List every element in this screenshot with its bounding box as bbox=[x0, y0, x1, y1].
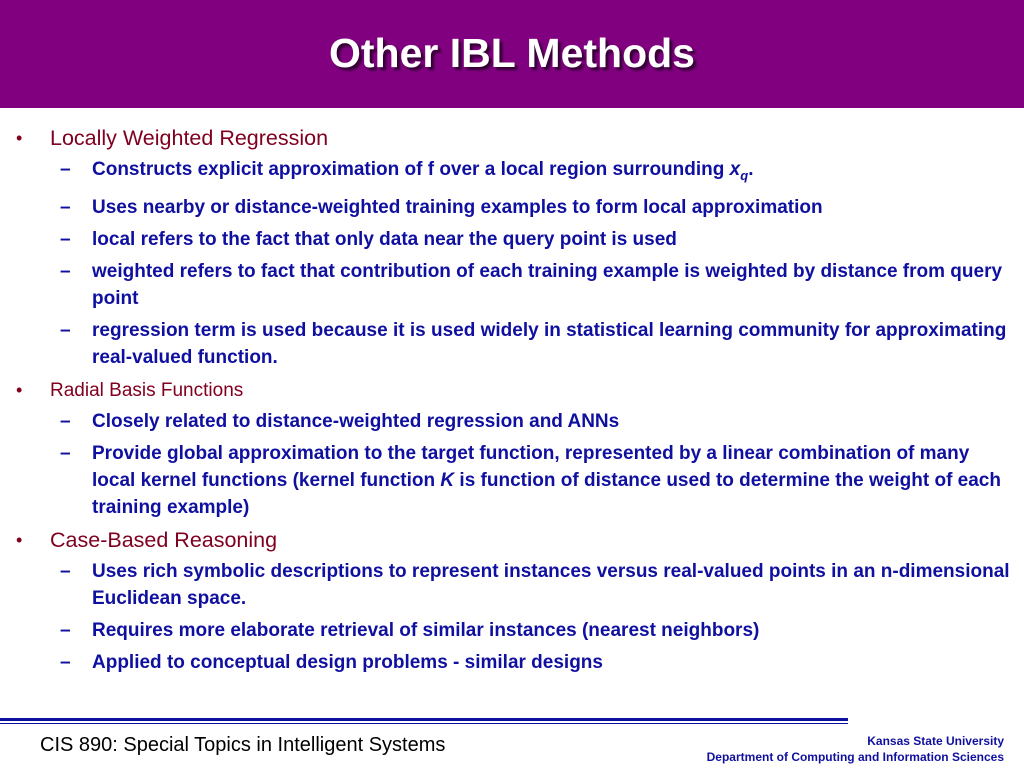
institution-block bbox=[707, 733, 1004, 765]
course-name: CIS 890: Special Topics in Intelligent Systems bbox=[40, 734, 446, 756]
sub-bullet-text: Provide global approximation to the target function, represented by a linear combination of many local kernel functions (kernel function bbox=[92, 442, 970, 491]
sub-bullet-text: Uses nearby or distance-weighted training examples to form local approximation bbox=[92, 196, 823, 218]
title-bar bbox=[0, 0, 1024, 108]
sub-bullet bbox=[0, 558, 1024, 612]
sub-bullet bbox=[0, 408, 1024, 435]
footer-divider-thin bbox=[0, 723, 848, 724]
subscript-q: q bbox=[740, 167, 749, 183]
footer-divider bbox=[0, 718, 848, 721]
sub-bullet-text: weighted refers to fact that contribution of each training example is weighted by distance from query point bbox=[92, 260, 1003, 309]
sub-bullet bbox=[0, 440, 1024, 521]
sub-bullet-text: local refers to the fact that only data near the query point is used bbox=[92, 228, 677, 250]
dash-icon: – bbox=[60, 560, 71, 582]
dash-icon: – bbox=[60, 196, 71, 218]
bullet-case-based-reasoning bbox=[0, 526, 1024, 555]
dash-icon: – bbox=[60, 319, 71, 341]
bullet-dot-icon: • bbox=[16, 379, 23, 400]
sub-bullet-text: Constructs explicit approximation of f over a local region surrounding bbox=[92, 159, 730, 180]
sub-bullet bbox=[0, 617, 1024, 644]
dash-icon: – bbox=[60, 159, 71, 180]
sub-bullet bbox=[0, 226, 1024, 253]
dash-icon: – bbox=[60, 442, 71, 464]
variable-k: K bbox=[440, 469, 455, 491]
sub-bullet-text: Requires more elaborate retrieval of similar instances (nearest neighbors) bbox=[92, 619, 760, 641]
university-name: Kansas State University bbox=[867, 734, 1004, 748]
bullet-label: Radial Basis Functions bbox=[50, 379, 244, 401]
sub-bullet bbox=[0, 156, 1024, 189]
slide-title: Other IBL Methods bbox=[329, 30, 695, 76]
dash-icon: – bbox=[60, 619, 71, 641]
bullet-radial-basis-functions bbox=[0, 376, 1024, 405]
dash-icon: – bbox=[60, 228, 71, 250]
bullet-locally-weighted-regression bbox=[0, 124, 1024, 153]
bullet-dot-icon: • bbox=[16, 529, 23, 550]
sub-bullet-text: Applied to conceptual design problems - similar designs bbox=[92, 651, 603, 673]
dash-icon: – bbox=[60, 651, 71, 673]
sub-bullet-text-after: is function of distance used to determine the weight of each training example) bbox=[92, 469, 1001, 518]
sub-bullet-text: Uses rich symbolic descriptions to represent instances versus real-valued points in an n-dimensional Euclidean space. bbox=[92, 560, 1010, 609]
bullet-dot-icon: • bbox=[16, 128, 23, 148]
sub-bullet-text: Closely related to distance-weighted regression and ANNs bbox=[92, 410, 620, 432]
sub-bullet bbox=[0, 317, 1024, 371]
dash-icon: – bbox=[60, 410, 71, 432]
sub-bullet bbox=[0, 258, 1024, 312]
sub-bullet-text: regression term is used because it is used widely in statistical learning community for approximating real-valued function. bbox=[92, 319, 1007, 368]
department-name: Department of Computing and Information Sciences bbox=[706, 750, 1004, 764]
slide-content bbox=[0, 124, 1024, 681]
bullet-label: Case-Based Reasoning bbox=[50, 527, 278, 552]
sub-bullet bbox=[0, 649, 1024, 676]
variable-x: x bbox=[729, 159, 741, 180]
bullet-label: Locally Weighted Regression bbox=[50, 126, 329, 150]
sub-bullet-text-after: . bbox=[748, 159, 754, 180]
dash-icon: – bbox=[60, 260, 71, 282]
sub-bullet bbox=[0, 194, 1024, 221]
